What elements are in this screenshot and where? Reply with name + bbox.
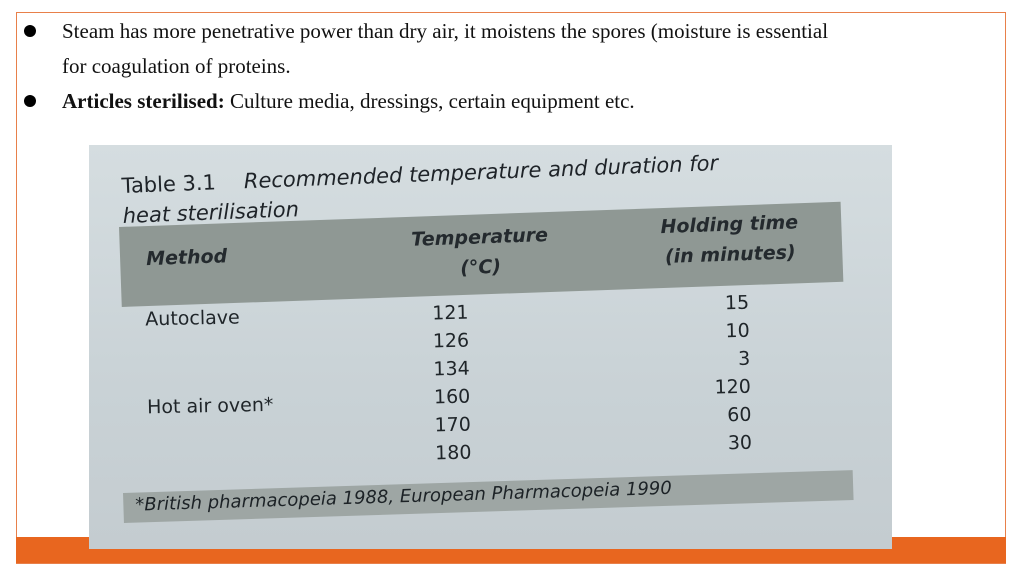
- cell-temperature: 121: [432, 301, 469, 325]
- cell-holding-time: 30: [727, 431, 753, 455]
- bullet-list: [18, 14, 1003, 119]
- bullet-text: Steam has more penetrative power than dry air, it moistens the spores (moisture is essential: [62, 19, 829, 43]
- table-footnote: [123, 470, 854, 523]
- cell-temperature: 134: [433, 357, 470, 381]
- table-body: [119, 290, 862, 475]
- bullet-icon: [24, 95, 36, 107]
- header-method: Method: [145, 245, 228, 271]
- cell-temperature: 180: [434, 441, 472, 465]
- cell-temperature: 160: [433, 385, 471, 409]
- header-temperature-line2: (°C): [459, 255, 502, 280]
- table-title-line2: heat sterilisation: [122, 197, 300, 228]
- bullet-item: [18, 14, 1003, 84]
- table-photo: [89, 145, 892, 549]
- cell-method: Hot air oven*: [146, 393, 274, 419]
- cell-holding-time: 120: [714, 375, 752, 399]
- bullet-continuation: for coagulation of proteins.: [62, 54, 291, 78]
- cell-method: Autoclave: [145, 306, 240, 331]
- bullet-item: [18, 84, 1003, 119]
- cell-holding-time: 3: [737, 347, 751, 371]
- table-title: Recommended temperature and duration for: [243, 151, 719, 194]
- header-temperature-line1: Temperature: [410, 224, 549, 251]
- cell-temperature: 170: [434, 413, 472, 437]
- bullet-icon: [24, 25, 36, 37]
- header-temperature: [389, 219, 571, 285]
- bullet-text: Culture media, dressings, certain equipment etc.: [224, 89, 635, 113]
- cell-holding-time: 60: [727, 403, 752, 427]
- bullet-bold-label: Articles sterilised:: [62, 89, 225, 113]
- cell-holding-time: 15: [724, 291, 750, 315]
- header-holding-line1: Holding time: [660, 211, 799, 239]
- header-holding-time: [629, 206, 831, 273]
- header-holding-line2: (in minutes): [664, 241, 797, 268]
- footnote-text: *British pharmacopeia 1988, European Pharmacopeia 1990: [135, 477, 673, 516]
- table-label: Table 3.1: [121, 170, 217, 198]
- cell-holding-time: 10: [725, 319, 750, 343]
- cell-temperature: 126: [432, 329, 470, 353]
